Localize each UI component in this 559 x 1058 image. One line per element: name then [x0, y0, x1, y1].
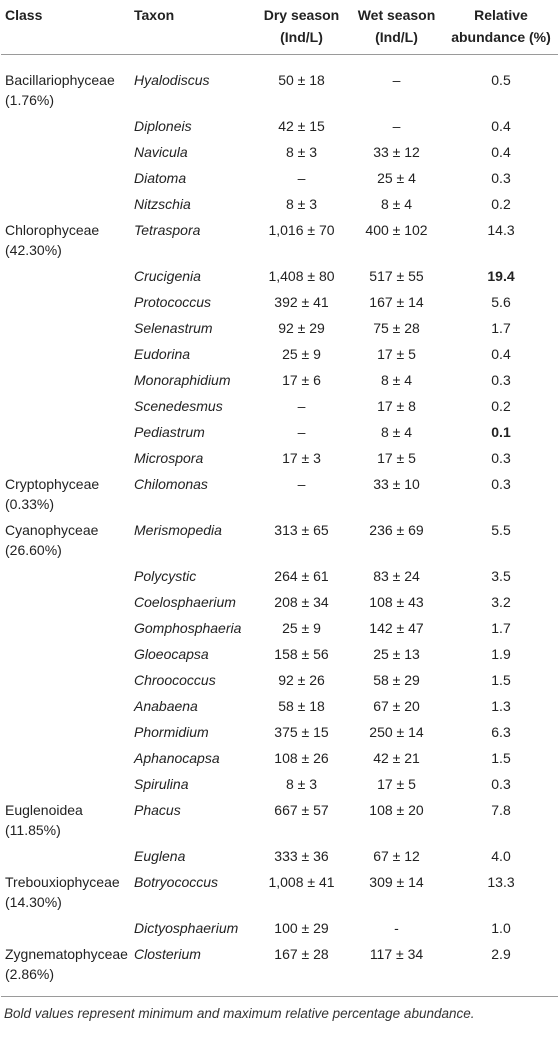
dry-season-cell: 208 ± 34: [274, 594, 329, 610]
dry-season-cell: 58 ± 18: [278, 698, 325, 714]
header-rel-line2: abundance (%): [451, 29, 551, 45]
relative-abundance-cell: 2.9: [444, 941, 558, 997]
wet-season-cell: 167 ± 14: [369, 294, 424, 310]
table-row: [1, 113, 558, 139]
taxon-cell: Diploneis: [134, 118, 192, 134]
header-wet-line1: Wet season: [357, 7, 436, 23]
relative-abundance-cell: 13.3: [487, 874, 515, 890]
class-cell: [1, 745, 132, 771]
wet-season-cell: 17 ± 8: [377, 398, 416, 414]
dry-season-cell: 8 ± 3: [285, 144, 318, 160]
dry-season-cell: 8 ± 3: [285, 776, 318, 792]
wet-season-cell: 8 ± 4: [380, 424, 413, 440]
table-row: [1, 771, 558, 797]
wet-season-cell: 42 ± 21: [373, 750, 420, 766]
dry-season-cell: 42 ± 15: [278, 118, 325, 134]
wet-season-cell: 108 ± 20: [369, 802, 424, 818]
header-dry-line1: Dry season: [263, 7, 340, 23]
class-cell: [1, 367, 132, 393]
class-cell: [1, 217, 132, 263]
wet-season-cell: 250 ± 14: [369, 724, 424, 740]
relative-abundance-cell: 3.5: [491, 568, 511, 584]
table-row: [1, 55, 558, 114]
header-class-label: Class: [5, 7, 43, 23]
taxon-cell: Anabaena: [134, 698, 198, 714]
taxon-cell: Botryococcus: [134, 874, 219, 890]
relative-abundance-cell: 7.8: [491, 802, 511, 818]
relative-abundance-cell: 0.4: [491, 118, 511, 134]
table-row: [1, 563, 558, 589]
taxon-cell: Polycystic: [134, 568, 197, 584]
dry-season-cell: 264 ± 61: [274, 568, 329, 584]
taxon-cell: Phormidium: [134, 724, 209, 740]
table-row: [1, 341, 558, 367]
taxon-cell: Aphanocapsa: [134, 750, 220, 766]
taxon-cell: Microspora: [134, 450, 204, 466]
wet-season-cell: 17 ± 5: [377, 776, 416, 792]
header-wet-season: [349, 0, 444, 55]
class-name: Cryptophyceae: [5, 476, 100, 492]
table-row: [1, 615, 558, 641]
wet-season-cell: -: [394, 920, 399, 936]
dry-season-cell: 167 ± 28: [254, 941, 349, 997]
header-relative-abundance: [444, 0, 558, 55]
taxon-cell: Pediastrum: [134, 424, 205, 440]
relative-abundance-cell: 5.6: [491, 294, 511, 310]
class-cell: [1, 915, 132, 941]
relative-abundance-cell: 0.3: [491, 476, 511, 492]
class-cell: [1, 771, 132, 797]
header-dry-line2: (Ind/L): [280, 29, 323, 45]
class-percentage: (2.86%): [5, 966, 55, 982]
relative-abundance-cell: 1.7: [491, 320, 511, 336]
table-row: [1, 589, 558, 615]
table-row: [1, 745, 558, 771]
class-cell: [1, 693, 132, 719]
wet-season-cell: 75 ± 28: [373, 320, 420, 336]
taxon-cell: Eudorina: [134, 346, 191, 362]
wet-season-cell: 517 ± 55: [369, 268, 424, 284]
relative-abundance-cell: 0.3: [491, 372, 511, 388]
taxon-cell: Crucigenia: [134, 268, 201, 284]
class-cell: [1, 667, 132, 693]
wet-season-cell: 83 ± 24: [373, 568, 420, 584]
class-cell: [1, 315, 132, 341]
table-row: [1, 869, 558, 915]
class-cell: [1, 719, 132, 745]
relative-abundance-cell: 0.3: [491, 170, 511, 186]
table-row: [1, 139, 558, 165]
relative-abundance-cell: 1.3: [491, 698, 511, 714]
relative-abundance-cell: 14.3: [487, 222, 515, 238]
wet-season-cell: –: [392, 118, 401, 134]
class-cell: [1, 289, 132, 315]
table-row: [1, 393, 558, 419]
wet-season-cell: 309 ± 14: [369, 874, 424, 890]
class-percentage: (11.85%): [5, 822, 61, 838]
table-body: [1, 55, 558, 997]
relative-abundance-cell: 0.1: [491, 424, 511, 440]
dry-season-cell: 1,408 ± 80: [268, 268, 335, 284]
dry-season-cell: 92 ± 26: [278, 672, 325, 688]
relative-abundance-cell: 1.5: [491, 750, 511, 766]
wet-season-cell: 17 ± 5: [377, 450, 416, 466]
dry-season-cell: 25 ± 9: [282, 620, 321, 636]
class-cell: [1, 191, 132, 217]
dry-season-cell: 375 ± 15: [274, 724, 329, 740]
wet-season-cell: 117 ± 34: [349, 941, 444, 997]
relative-abundance-cell: 1.0: [491, 920, 511, 936]
class-name: Trebouxiophyceae: [5, 874, 120, 890]
table-row: [1, 445, 558, 471]
table-row: [1, 915, 558, 941]
class-name: Cyanophyceae: [5, 522, 99, 538]
dry-season-cell: 8 ± 3: [285, 196, 318, 212]
dry-season-cell: –: [297, 424, 306, 440]
relative-abundance-cell: 0.5: [491, 72, 511, 88]
dry-season-cell: 1,016 ± 70: [268, 222, 335, 238]
class-name: Zygnematophyceae: [5, 946, 128, 962]
taxon-cell: Nitzschia: [134, 196, 191, 212]
header-rel-line1: Relative: [474, 7, 528, 23]
class-cell: [1, 55, 132, 114]
taxon-cell: Gomphosphaeria: [134, 620, 242, 636]
header-taxon-label: Taxon: [134, 7, 175, 23]
table-row: [1, 289, 558, 315]
table-row: [1, 263, 558, 289]
dry-season-cell: 392 ± 41: [274, 294, 329, 310]
wet-season-cell: 25 ± 13: [373, 646, 420, 662]
header-class: [1, 0, 132, 55]
relative-abundance-cell: 1.9: [491, 646, 511, 662]
wet-season-cell: 58 ± 29: [373, 672, 420, 688]
wet-season-cell: 142 ± 47: [369, 620, 424, 636]
class-cell: [1, 615, 132, 641]
taxon-cell: Scenedesmus: [134, 398, 223, 414]
table-row: [1, 315, 558, 341]
class-cell: [1, 941, 132, 997]
class-cell: [1, 797, 132, 843]
taxon-cell: Phacus: [134, 802, 181, 818]
relative-abundance-cell: 6.3: [491, 724, 511, 740]
dry-season-cell: 92 ± 29: [278, 320, 325, 336]
table-row: [1, 471, 558, 517]
header-row: [1, 0, 558, 55]
taxon-cell: Dictyosphaerium: [134, 920, 239, 936]
table-row: [1, 719, 558, 745]
taxon-cell: Coelosphaerium: [134, 594, 236, 610]
relative-abundance-cell: 5.5: [491, 522, 511, 538]
class-percentage: (26.60%): [5, 542, 62, 558]
taxon-cell: Navicula: [134, 144, 188, 160]
class-cell: [1, 517, 132, 563]
relative-abundance-cell: 0.4: [491, 346, 511, 362]
table-row: [1, 419, 558, 445]
taxon-cell: Gloeocapsa: [134, 646, 209, 662]
table-row: [1, 667, 558, 693]
wet-season-cell: 33 ± 12: [373, 144, 420, 160]
table-row: [1, 165, 558, 191]
taxon-cell: Closterium: [132, 941, 254, 997]
taxon-cell: Hyalodiscus: [134, 72, 210, 88]
table-row: [1, 217, 558, 263]
dry-season-cell: 17 ± 3: [282, 450, 321, 466]
class-name: Bacillariophyceae: [5, 72, 115, 88]
relative-abundance-cell: 1.7: [491, 620, 511, 636]
abundance-table: [1, 0, 558, 997]
relative-abundance-cell: 0.3: [491, 776, 511, 792]
wet-season-cell: 8 ± 4: [380, 372, 413, 388]
wet-season-cell: 67 ± 20: [373, 698, 420, 714]
wet-season-cell: 108 ± 43: [369, 594, 424, 610]
taxon-cell: Chilomonas: [134, 476, 208, 492]
dry-season-cell: 313 ± 65: [274, 522, 329, 538]
dry-season-cell: 158 ± 56: [274, 646, 329, 662]
class-percentage: (42.30%): [5, 242, 62, 258]
table-row: [1, 797, 558, 843]
taxon-cell: Spirulina: [134, 776, 189, 792]
class-cell: [1, 341, 132, 367]
dry-season-cell: 50 ± 18: [278, 72, 325, 88]
relative-abundance-cell: 0.3: [491, 450, 511, 466]
class-cell: [1, 393, 132, 419]
dry-season-cell: 667 ± 57: [274, 802, 329, 818]
taxon-cell: Tetraspora: [134, 222, 201, 238]
taxon-cell: Euglena: [134, 848, 186, 864]
dry-season-cell: 1,008 ± 41: [268, 874, 335, 890]
dry-season-cell: 333 ± 36: [274, 848, 329, 864]
class-name: Euglenoidea: [5, 802, 83, 818]
class-cell: [1, 641, 132, 667]
class-percentage: (0.33%): [5, 496, 55, 512]
wet-season-cell: 25 ± 4: [377, 170, 416, 186]
class-cell: [1, 165, 132, 191]
taxon-cell: Diatoma: [134, 170, 187, 186]
relative-abundance-cell: 0.2: [491, 398, 511, 414]
class-cell: [1, 419, 132, 445]
class-cell: [1, 445, 132, 471]
class-cell: [1, 589, 132, 615]
header-taxon: [132, 0, 254, 55]
relative-abundance-cell: 0.2: [491, 196, 511, 212]
wet-season-cell: –: [392, 72, 401, 88]
table-row: [1, 641, 558, 667]
header-dry-season: [254, 0, 349, 55]
taxon-cell: Monoraphidium: [134, 372, 231, 388]
dry-season-cell: 25 ± 9: [282, 346, 321, 362]
wet-season-cell: 17 ± 5: [377, 346, 416, 362]
class-cell: [1, 869, 132, 915]
wet-season-cell: 67 ± 12: [373, 848, 420, 864]
class-cell: [1, 843, 132, 869]
relative-abundance-cell: 3.2: [491, 594, 511, 610]
table-row: [1, 843, 558, 869]
dry-season-cell: –: [297, 170, 306, 186]
table-row: [1, 941, 558, 997]
dry-season-cell: 17 ± 6: [282, 372, 321, 388]
dry-season-cell: 108 ± 26: [274, 750, 329, 766]
class-cell: [1, 263, 132, 289]
relative-abundance-cell: 4.0: [491, 848, 511, 864]
wet-season-cell: 8 ± 4: [380, 196, 413, 212]
table-row: [1, 191, 558, 217]
class-percentage: (1.76%): [5, 92, 55, 108]
taxon-cell: Merismopedia: [134, 522, 222, 538]
relative-abundance-cell: 19.4: [487, 268, 515, 284]
table-row: [1, 367, 558, 393]
class-cell: [1, 139, 132, 165]
class-percentage: (14.30%): [5, 894, 62, 910]
table-header: [1, 0, 558, 55]
taxon-cell: Selenastrum: [134, 320, 213, 336]
header-wet-line2: (Ind/L): [375, 29, 418, 45]
dry-season-cell: –: [297, 398, 306, 414]
taxon-cell: Protococcus: [134, 294, 212, 310]
taxon-cell: Chroococcus: [134, 672, 216, 688]
class-cell: [1, 563, 132, 589]
dry-season-cell: –: [297, 476, 306, 492]
wet-season-cell: 33 ± 10: [373, 476, 420, 492]
class-name: Chlorophyceae: [5, 222, 100, 238]
table-row: [1, 517, 558, 563]
table-row: [1, 693, 558, 719]
wet-season-cell: 236 ± 69: [369, 522, 424, 538]
dry-season-cell: 100 ± 29: [274, 920, 329, 936]
class-cell: [1, 471, 132, 517]
wet-season-cell: 400 ± 102: [365, 222, 428, 238]
class-cell: [1, 113, 132, 139]
relative-abundance-cell: 0.4: [491, 144, 511, 160]
table-footnote: Bold values represent minimum and maximum relative percentage abundance.: [4, 1006, 475, 1021]
relative-abundance-cell: 1.5: [491, 672, 511, 688]
